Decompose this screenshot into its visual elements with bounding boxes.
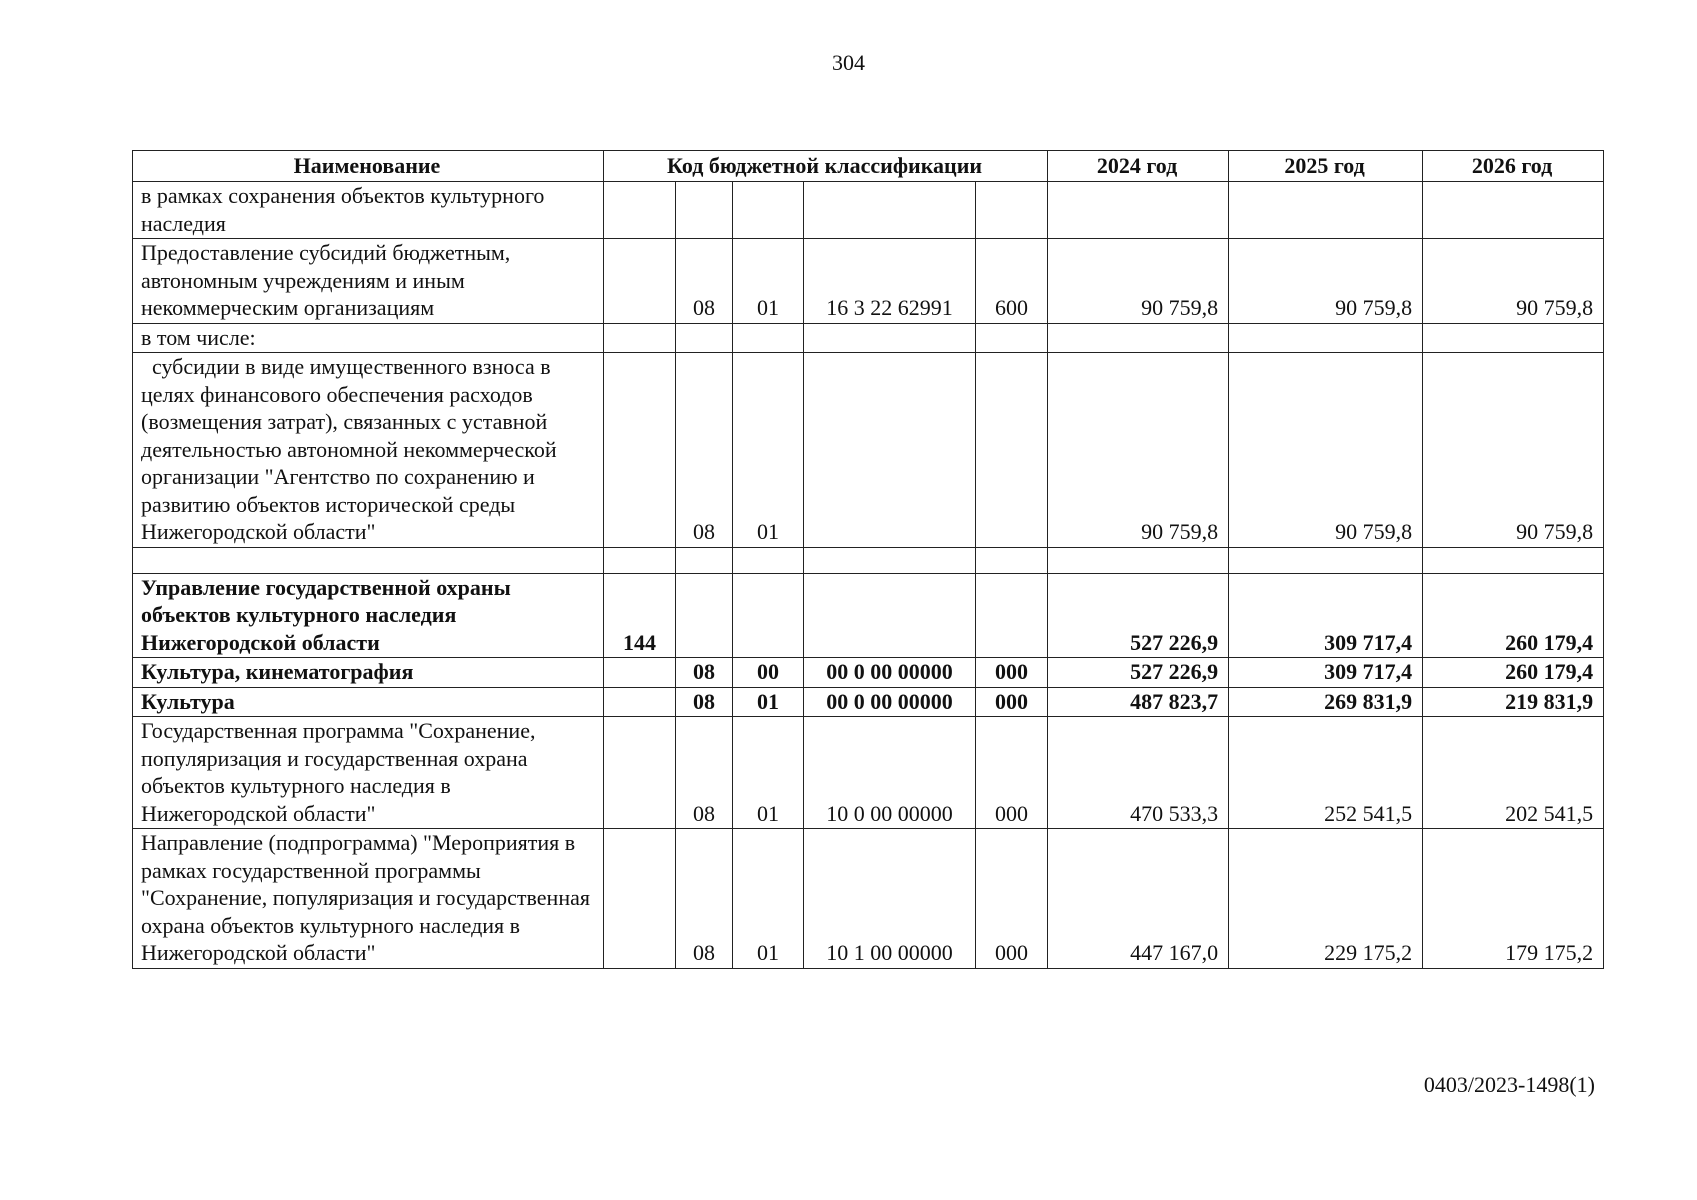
code-expense-type: 000 <box>976 658 1048 688</box>
code-subsection: 01 <box>733 829 804 969</box>
code-subsection <box>733 573 804 658</box>
code-target-article <box>804 323 976 353</box>
code-expense-type <box>976 323 1048 353</box>
code-department <box>604 687 676 717</box>
value-2026 <box>1423 547 1604 573</box>
code-target-article: 00 0 00 00000 <box>804 658 976 688</box>
code-expense-type <box>976 353 1048 548</box>
code-section: 08 <box>676 717 733 829</box>
code-expense-type <box>976 573 1048 658</box>
code-target-article <box>804 573 976 658</box>
row-name: Предоставление субсидий бюджетным, автономным учреждениям и иным некоммерческим организациям <box>133 239 604 324</box>
table-row <box>133 182 1604 239</box>
value-2024: 90 759,8 <box>1048 353 1229 548</box>
value-2025: 309 717,4 <box>1229 658 1423 688</box>
value-2024 <box>1048 547 1229 573</box>
value-2026: 90 759,8 <box>1423 353 1604 548</box>
table-row <box>133 687 1604 717</box>
value-2026: 219 831,9 <box>1423 687 1604 717</box>
header-code: Код бюджетной классификации <box>604 151 1048 182</box>
code-department <box>604 353 676 548</box>
code-expense-type: 000 <box>976 687 1048 717</box>
row-name: Направление (подпрограмма) "Мероприятия в рамках государственной программы "Сохранение, популяризация и государственная охрана объектов культурного наследия в Нижегородской области" <box>133 829 604 969</box>
code-section <box>676 573 733 658</box>
row-name: субсидии в виде имущественного взноса в целях финансового обеспечения расходов (возмещения затрат), связанных с уставной деятельностью автономной некоммерческой организации "Агентство по сохранению и развитию объектов исторической среды Нижегородской области" <box>133 353 604 548</box>
code-department <box>604 658 676 688</box>
code-section: 08 <box>676 658 733 688</box>
value-2024: 527 226,9 <box>1048 573 1229 658</box>
value-2024: 447 167,0 <box>1048 829 1229 969</box>
code-section: 08 <box>676 829 733 969</box>
value-2024 <box>1048 323 1229 353</box>
value-2026 <box>1423 323 1604 353</box>
code-expense-type <box>976 547 1048 573</box>
code-subsection: 01 <box>733 353 804 548</box>
table-row <box>133 573 1604 658</box>
value-2026: 260 179,4 <box>1423 658 1604 688</box>
header-2026: 2026 год <box>1423 151 1604 182</box>
code-subsection: 01 <box>733 717 804 829</box>
header-2025: 2025 год <box>1229 151 1423 182</box>
row-name: в том числе: <box>133 323 604 353</box>
code-target-article <box>804 547 976 573</box>
code-subsection <box>733 323 804 353</box>
value-2024: 527 226,9 <box>1048 658 1229 688</box>
code-department <box>604 829 676 969</box>
row-name: Управление государственной охраны объектов культурного наследия Нижегородской области <box>133 573 604 658</box>
row-name: Государственная программа "Сохранение, популяризация и государственная охрана объектов культурного наследия в Нижегородской области" <box>133 717 604 829</box>
code-department <box>604 323 676 353</box>
code-department <box>604 182 676 239</box>
code-section <box>676 547 733 573</box>
code-section: 08 <box>676 353 733 548</box>
code-department <box>604 547 676 573</box>
page-number: 304 <box>832 50 865 75</box>
value-2026: 202 541,5 <box>1423 717 1604 829</box>
value-2025: 229 175,2 <box>1229 829 1423 969</box>
value-2025 <box>1229 323 1423 353</box>
table-row <box>133 547 1604 573</box>
table-row <box>133 239 1604 324</box>
value-2025: 90 759,8 <box>1229 353 1423 548</box>
value-2026: 179 175,2 <box>1423 829 1604 969</box>
value-2025: 309 717,4 <box>1229 573 1423 658</box>
value-2025: 252 541,5 <box>1229 717 1423 829</box>
table-row <box>133 353 1604 548</box>
value-2025 <box>1229 182 1423 239</box>
value-2024: 487 823,7 <box>1048 687 1229 717</box>
code-section <box>676 323 733 353</box>
code-subsection: 00 <box>733 658 804 688</box>
code-section: 08 <box>676 239 733 324</box>
code-department: 144 <box>604 573 676 658</box>
value-2026 <box>1423 182 1604 239</box>
code-target-article: 00 0 00 00000 <box>804 687 976 717</box>
value-2025 <box>1229 547 1423 573</box>
code-expense-type <box>976 182 1048 239</box>
value-2026: 90 759,8 <box>1423 239 1604 324</box>
code-subsection <box>733 547 804 573</box>
value-2024: 90 759,8 <box>1048 239 1229 324</box>
table-row <box>133 717 1604 829</box>
code-subsection: 01 <box>733 687 804 717</box>
code-target-article: 10 0 00 00000 <box>804 717 976 829</box>
value-2025: 269 831,9 <box>1229 687 1423 717</box>
code-subsection <box>733 182 804 239</box>
code-department <box>604 239 676 324</box>
value-2025: 90 759,8 <box>1229 239 1423 324</box>
row-name: Культура, кинематография <box>133 658 604 688</box>
code-section <box>676 182 733 239</box>
budget-table <box>132 150 1604 969</box>
table-row <box>133 658 1604 688</box>
code-expense-type: 000 <box>976 717 1048 829</box>
header-2024: 2024 год <box>1048 151 1229 182</box>
value-2026: 260 179,4 <box>1423 573 1604 658</box>
code-target-article: 16 3 22 62991 <box>804 239 976 324</box>
table-header-row <box>133 151 1604 182</box>
row-name <box>133 547 604 573</box>
code-target-article <box>804 182 976 239</box>
document-registration-number: 0403/2023-1498(1) <box>1423 1072 1595 1097</box>
value-2024 <box>1048 182 1229 239</box>
table-row <box>133 323 1604 353</box>
value-2024: 470 533,3 <box>1048 717 1229 829</box>
code-department <box>604 717 676 829</box>
code-expense-type: 000 <box>976 829 1048 969</box>
code-target-article <box>804 353 976 548</box>
row-name: в рамках сохранения объектов культурного наследия <box>133 182 604 239</box>
table-row <box>133 829 1604 969</box>
code-expense-type: 600 <box>976 239 1048 324</box>
header-name: Наименование <box>133 151 604 182</box>
code-section: 08 <box>676 687 733 717</box>
code-target-article: 10 1 00 00000 <box>804 829 976 969</box>
row-name: Культура <box>133 687 604 717</box>
code-subsection: 01 <box>733 239 804 324</box>
